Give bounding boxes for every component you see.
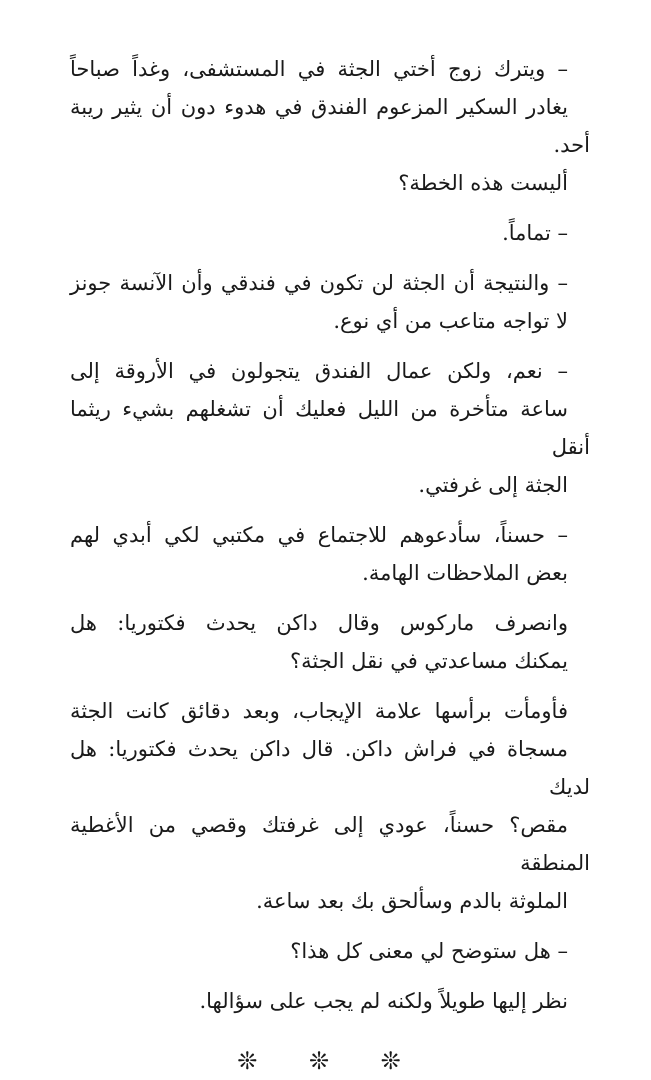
text-line: وانصرف ماركوس وقال داكن يحدث فكتوريا: هل bbox=[70, 611, 568, 635]
text-line: ساعة متأخرة من الليل فعليك أن تشغلهم بشيء ريثما أنقل bbox=[70, 397, 590, 459]
paragraph bbox=[70, 516, 590, 592]
paragraph bbox=[70, 214, 590, 252]
text-line: – تماماً. bbox=[502, 221, 568, 245]
text-line: فأومأت برأسها علامة الإيجاب، وبعد دقائق كانت الجثة bbox=[70, 699, 568, 723]
paragraph bbox=[70, 50, 590, 202]
text-line: – والنتيجة أن الجثة لن تكون في فندقي وأن الآنسة جونز bbox=[70, 271, 568, 295]
text-line: لا تواجه متاعب من أي نوع. bbox=[333, 309, 568, 333]
text-line: – ويترك زوج أختي الجثة في المستشفى، وغداً صباحاً bbox=[70, 57, 568, 81]
paragraph bbox=[70, 692, 590, 920]
body-text bbox=[70, 50, 590, 1020]
text-line: أليست هذه الخطة؟ bbox=[398, 171, 568, 195]
text-line: مسجاة في فراش داكن. قال داكن يحدث فكتوريا: هل لديك bbox=[70, 737, 590, 799]
text-line: بعض الملاحظات الهامة. bbox=[362, 561, 568, 585]
book-page bbox=[70, 50, 590, 1080]
paragraph bbox=[70, 264, 590, 340]
text-line: نظر إليها طويلاً ولكنه لم يجب على سؤالها. bbox=[199, 989, 568, 1013]
text-line: يغادر السكير المزعوم الفندق في هدوء دون أن يثير ريبة أحد. bbox=[70, 95, 590, 157]
text-line: الملوثة بالدم وسألحق بك بعد ساعة. bbox=[256, 889, 568, 913]
text-line: – نعم، ولكن عمال الفندق يتجولون في الأروقة إلى bbox=[70, 359, 568, 383]
text-line: مقص؟ حسناً، عودي إلى غرفتك وقصي من الأغطية المنطقة bbox=[70, 813, 590, 875]
paragraph bbox=[70, 352, 590, 504]
paragraph bbox=[70, 604, 590, 680]
paragraph bbox=[70, 932, 590, 970]
text-line: الجثة إلى غرفتي. bbox=[418, 473, 568, 497]
text-line: يمكنك مساعدتي في نقل الجثة؟ bbox=[289, 649, 568, 673]
text-line: – هل ستوضح لي معنى كل هذا؟ bbox=[290, 939, 568, 963]
paragraph bbox=[70, 982, 590, 1020]
section-separator: ❊ ❊ ❊ bbox=[237, 1047, 423, 1075]
text-line: – حسناً، سأدعوهم للاجتماع في مكتبي لكي أبدي لهم bbox=[70, 523, 568, 547]
